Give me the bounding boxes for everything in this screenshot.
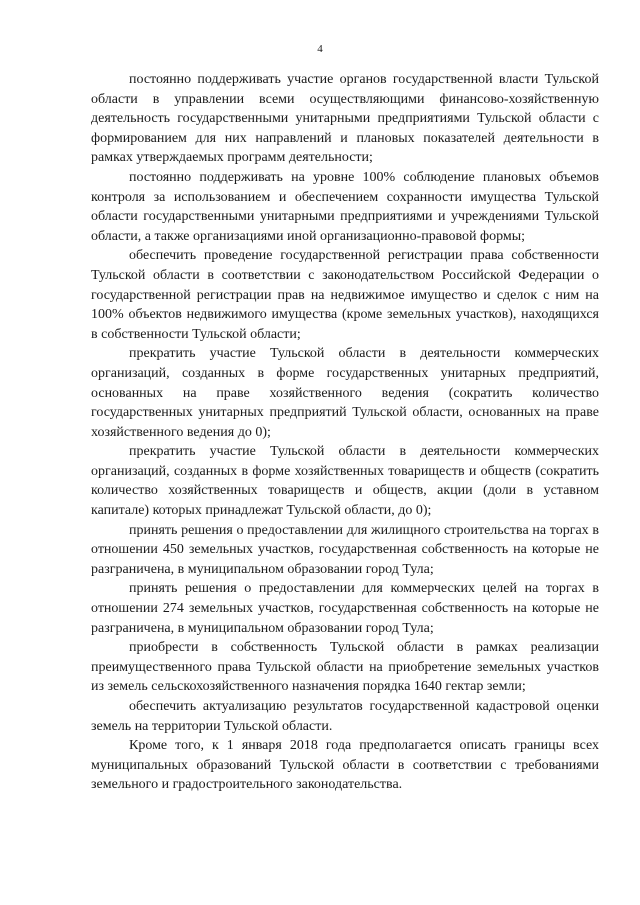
paragraph-2: постоянно поддерживать на уровне 100% соблюдение плановых объемов контроля за использованием и обеспечением сохранности имущества Тульской области государственными унитарными предприятиями и учреждениями Тульской области, а также организациями иной организационно-правовой формы; — [91, 169, 599, 244]
paragraph-6: принять решения о предоставлении для жилищного строительства на торгах в отношении 450 земельных участков, государственная собственность на которые не разграничена, в муниципальном образовании город Тула; — [91, 522, 599, 577]
document-body — [91, 70, 599, 795]
paragraph-1: постоянно поддерживать участие органов государственной власти Тульской области в управлении всеми осуществляющими финансово-хозяйственную деятельность государственными унитарными предприятиями Тульской области с формированием для них направлений и плановых показателей деятельности в рамках утверждаемых программ деятельности; — [91, 72, 599, 166]
paragraph-10: Кроме того, к 1 января 2018 года предполагается описать границы всех муниципальных образований Тульской области в соответствии с требованиями земельного и градостроительного законодательства. — [91, 738, 599, 793]
paragraph-5: прекратить участие Тульской области в деятельности коммерческих организаций, созданных в форме хозяйственных товариществ и обществ (сократить количество хозяйственных товариществ и обществ, акции (доли в уставном капитале) которых принадлежат Тульской области, до 0); — [91, 444, 599, 519]
paragraph-7: принять решения о предоставлении для коммерческих целей на торгах в отношении 274 земельных участков, государственная собственность на которые не разграничена, в муниципальном образовании город Тула; — [91, 581, 599, 636]
paragraph-4: прекратить участие Тульской области в деятельности коммерческих организаций, созданных в форме государственных унитарных предприятий, основанных на праве хозяйственного ведения (сократить количество государственных унитарных предприятий Тульской области, основанных на праве хозяйственного ведения до 0); — [91, 346, 599, 440]
paragraph-9: обеспечить актуализацию результатов государственной кадастровой оценки земель на территории Тульской области. — [91, 699, 599, 734]
paragraph-8: приобрести в собственность Тульской области в рамках реализации преимущественного права Тульской области на приобретение земельных участков из земель сельскохозяйственного назначения порядка 1640 гектар земли; — [91, 640, 599, 695]
paragraph-3: обеспечить проведение государственной регистрации права собственности Тульской области в соответствии с законодательством Российской Федерации о государственной регистрации прав на недвижимое имущество и сделок с ним на 100% объектов недвижимого имущества (кроме земельных участков), находящихся в собственности Тульской области; — [91, 248, 599, 342]
page-number: 4 — [317, 43, 323, 55]
